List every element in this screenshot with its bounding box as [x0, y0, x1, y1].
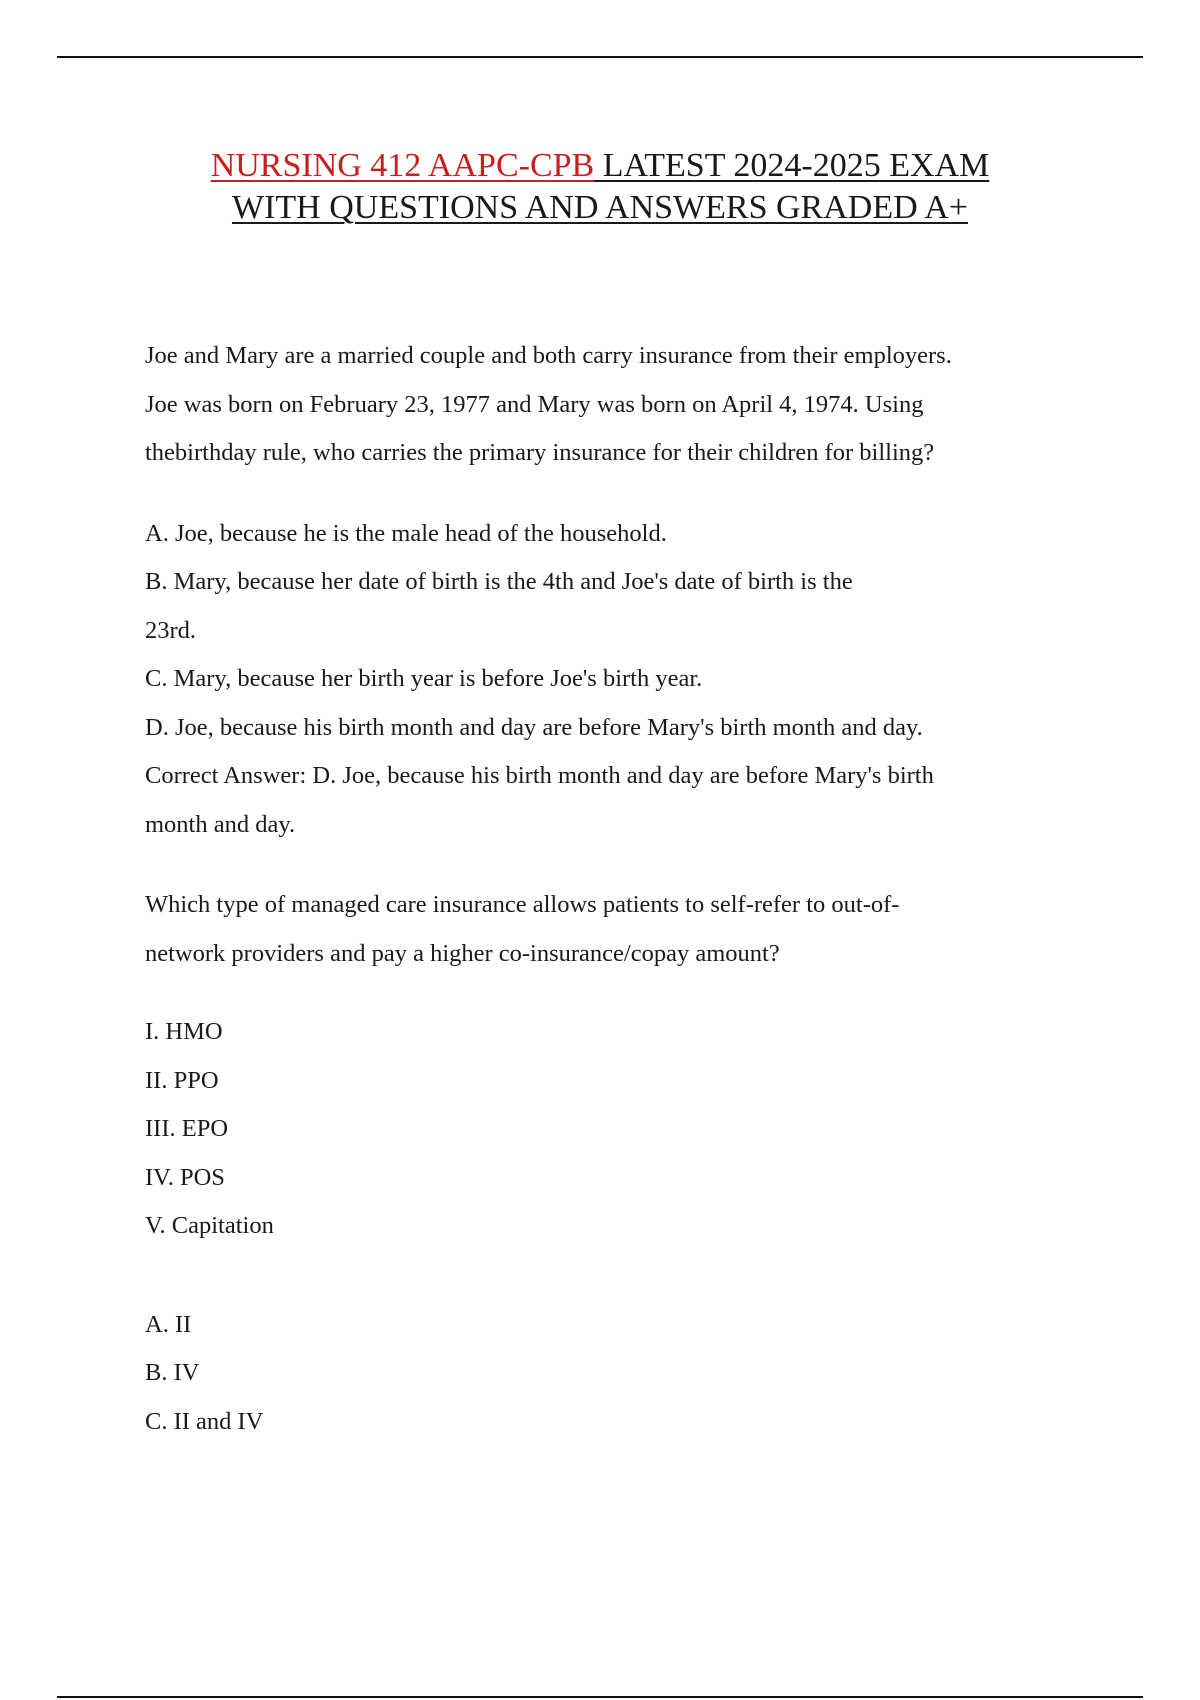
question-1-option-c: C. Mary, because her birth year is before Joe's birth year.: [145, 665, 703, 692]
question-2-option: A. II: [145, 1310, 192, 1338]
question-2-item: III. EPO: [145, 1115, 229, 1142]
question-2-options: [145, 1301, 1080, 1447]
question-2-line-1: Which type of managed care insurance allows patients to self-refer to out-of-: [145, 891, 900, 918]
question-1-line-3: thebirthday rule, who carries the primary insurance for their children for billing?: [145, 439, 935, 466]
question-1-correct-answer-line-2: month and day.: [145, 810, 296, 838]
question-2-stem: [145, 881, 1080, 978]
question-2-item: I. HMO: [145, 1018, 223, 1045]
question-1-stem: [145, 332, 1080, 478]
question-1-line-1: Joe and Mary are a married couple and both carry insurance from their employers.: [145, 342, 952, 369]
question-2-items: [145, 1008, 1080, 1251]
title-line-1: [0, 145, 1200, 187]
question-1-line-2: Joe was born on February 23, 1977 and Mary was born on April 4, 1974. Using: [145, 390, 924, 418]
title-subtitle: WITH QUESTIONS AND ANSWERS GRADED A+: [231, 189, 968, 226]
question-2-option: B. IV: [145, 1359, 200, 1386]
question-2-item: II. PPO: [145, 1066, 219, 1094]
question-1-correct-answer-line-1: Correct Answer: D. Joe, because his birth month and day are before Mary's birth: [145, 762, 934, 789]
document-title: [0, 145, 1200, 229]
question-2-item: V. Capitation: [145, 1212, 274, 1239]
title-course-code: NURSING 412 AAPC-CPB: [210, 147, 595, 184]
question-1-option-b-line-2: 23rd.: [145, 616, 197, 644]
bottom-rule: [57, 1696, 1143, 1698]
question-2-item: IV. POS: [145, 1163, 225, 1191]
title-line-2: [0, 187, 1200, 229]
question-1-option-a: A. Joe, because he is the male head of the household.: [145, 519, 667, 547]
question-2-option: C. II and IV: [145, 1407, 264, 1435]
top-rule: [57, 56, 1143, 58]
question-1-option-b-line-1: B. Mary, because her date of birth is the 4th and Joe's date of birth is the: [145, 568, 853, 595]
question-2-line-2: network providers and pay a higher co-insurance/copay amount?: [145, 939, 780, 967]
question-1-options: [145, 510, 1080, 850]
title-exam-label: LATEST 2024-2025 EXAM: [594, 147, 990, 184]
document-body: [145, 332, 1080, 1446]
question-1-option-d: D. Joe, because his birth month and day are before Mary's birth month and day.: [145, 713, 923, 741]
